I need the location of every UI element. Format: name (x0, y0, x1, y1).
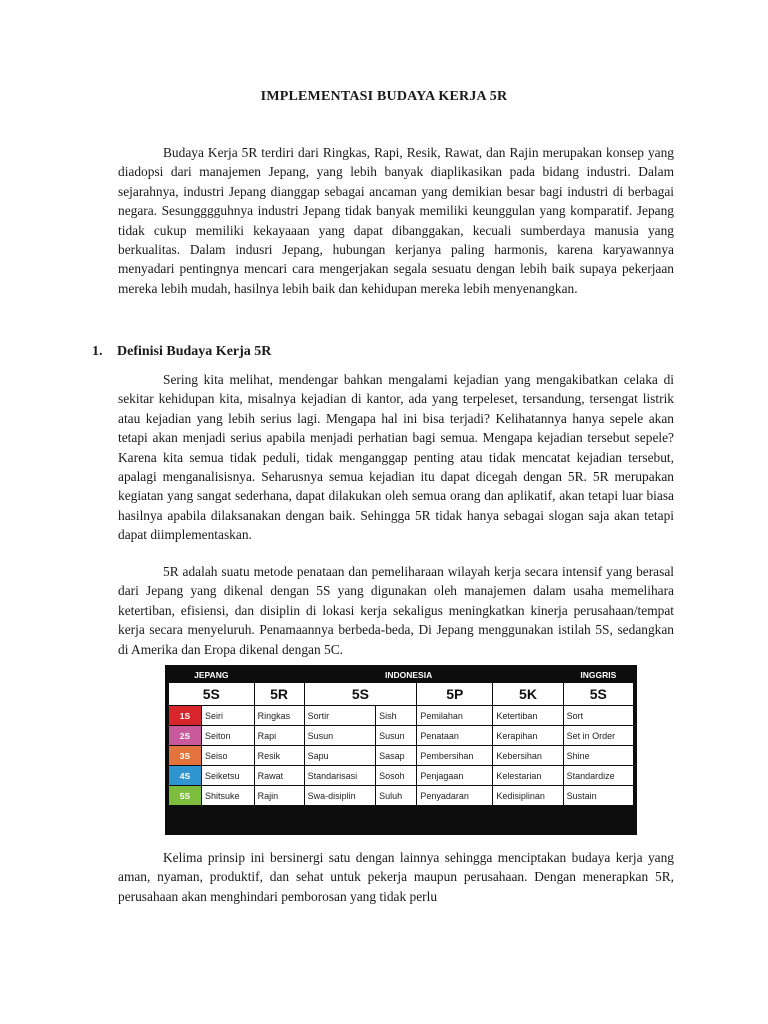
table-cell: Penataan (417, 726, 493, 746)
table-cell: Penyadaran (417, 786, 493, 806)
table-cell: Kelestarian (493, 766, 563, 786)
table-cell: Pemilahan (417, 706, 493, 726)
table-cell: Kerapihan (493, 726, 563, 746)
table-subheader-row (169, 683, 634, 706)
group-header-indonesia: INDONESIA (254, 668, 563, 683)
table-cell: Susun (304, 726, 376, 746)
table-cell: Seiketsu (202, 766, 255, 786)
document-title: IMPLEMENTASI BUDAYA KERJA 5R (260, 89, 508, 104)
table-cell: Shitsuke (202, 786, 255, 806)
intro-paragraph: Budaya Kerja 5R terdiri dari Ringkas, Rapi, Resik, Rawat, dan Rajin merupakan konsep yang diadopsi dari manajemen Jepang, yang lebih banyak diaplikasikan pada bidang industri. Dalam sejarahnya, industri Jepang dianggap sebagai ancaman yang demikian besar bagi industri di berbagai negara. Sesungggguhnya industri Jepang tidak banyak memiliki keunggulan yang komparatif. Jepang tidak cukup memiliki kekayaaan yang dapat dibanggakan, kecuali sumberdaya manusia yang berkualitas. Dalam indusri Jepang, hubungan kerjanya paling harmonis, karena karyawannya menyadari pentingnya mencari cara mengerjakan segala sesuatu dengan lebih baik supaya pekerjaan mereka lebih mudah, hasilnya lebih baik dan kehidupan mereka lebih menyenangkan. (118, 145, 674, 296)
table-cell: Sasap (376, 746, 417, 766)
table-cell: Sapu (304, 746, 376, 766)
table-row (169, 746, 634, 766)
table-cell: Sort (563, 706, 633, 726)
table-cell: Suluh (376, 786, 417, 806)
subheader-cell: 5S (169, 683, 255, 706)
section-paragraph-2: 5R adalah suatu metode penataan dan pemeliharaan wilayah kerja secara intensif yang berasal dari Jepang yang dikenal dengan 5S yang digunakan oleh manajemen dalam usaha memelihara ketertiban, efisiensi, dan disiplin di lokasi kerja sekaligus meningkatkan kinerja perusahaan/tempat kerja secara menyeluruh. Penamaannya berbeda-beda, Di Jepang menggunakan istilah 5S, sedangkan di Amerika dan Eropa dikenal dengan 5C. (118, 564, 674, 657)
table-cell: Rajin (254, 786, 304, 806)
section-heading (92, 344, 271, 360)
section-paragraph-1: Sering kita melihat, mendengar bahkan mengalami kejadian yang mengakibatkan celaka di sekitar kehidupan kita, misalnya kejadian di kantor, ada yang terpeleset, tersandung, tersengat listrik atau kejadian yang lebih serius lagi. Mengapa hal ini bisa terjadi? Kelihatannya hanya sepele akan tetapi akan menjadi serius apabila menjadi perhatian bagi semua. Mengapa kejadian tersebut sepele? Karena kita semua tidak peduli, tidak menganggap penting atau tidak mencatat kejadian tersebut, apalagi menganalisisnya. Seharusnya semua kejadian itu dapat dicegah dengan 5R. 5R merupakan kegiatan yang sangat sederhana, dapat dilakukan oleh semua orang dan aplikatif, akan tetapi luar biasa hasilnya apabila dilaksanakan dengan baik. Sehingga 5R tidak hanya sebagai slogan saja akan tetapi dapat diimplementaskan. (118, 372, 674, 543)
table-row (169, 706, 634, 726)
table-cell: Set in Order (563, 726, 633, 746)
section-paragraph-3: Kelima prinsip ini bersinergi satu dengan lainnya sehingga menciptakan budaya kerja yang aman, nyaman, produktif, dan sehat untuk pekerja maupun perusahaan. Dengan menerapkan 5R, perusahaan akan menghindari pemborosan yang tidak perlu (118, 850, 674, 904)
group-header-inggris: INGGRIS (563, 668, 633, 683)
table-cell: Kebersihan (493, 746, 563, 766)
table-cell: Shine (563, 746, 633, 766)
table-cell: Pembersihan (417, 746, 493, 766)
table-row (169, 726, 634, 746)
table-cell: Resik (254, 746, 304, 766)
table-group-header-row (169, 668, 634, 683)
code-cell: 1S (169, 706, 202, 726)
code-cell: 2S (169, 726, 202, 746)
section-number: 1. (92, 344, 103, 359)
table-cell: Seiso (202, 746, 255, 766)
table-cell: Seiri (202, 706, 255, 726)
table-cell: Ketertiban (493, 706, 563, 726)
table-cell: Sustain (563, 786, 633, 806)
subheader-cell: 5S (304, 683, 417, 706)
code-cell: 3S (169, 746, 202, 766)
table-cell: Seiton (202, 726, 255, 746)
group-header-jepang: JEPANG (169, 668, 255, 683)
subheader-cell: 5R (254, 683, 304, 706)
table-cell: Sish (376, 706, 417, 726)
table-cell: Standardize (563, 766, 633, 786)
table-cell: Kedisiplinan (493, 786, 563, 806)
subheader-cell: 5S (563, 683, 633, 706)
table-cell: Penjagaan (417, 766, 493, 786)
5s-comparison-table (165, 665, 637, 835)
code-cell: 5S (169, 786, 202, 806)
table-cell: Swa-disiplin (304, 786, 376, 806)
table-row (169, 786, 634, 806)
table-cell: Rawat (254, 766, 304, 786)
table-cell: Ringkas (254, 706, 304, 726)
table-cell: Sosoh (376, 766, 417, 786)
code-cell: 4S (169, 766, 202, 786)
section-heading-text: Definisi Budaya Kerja 5R (117, 344, 272, 359)
table-cell: Standarisasi (304, 766, 376, 786)
subheader-cell: 5P (417, 683, 493, 706)
table-cell: Rapi (254, 726, 304, 746)
table-row (169, 766, 634, 786)
table-cell: Susun (376, 726, 417, 746)
subheader-cell: 5K (493, 683, 563, 706)
table-cell: Sortir (304, 706, 376, 726)
